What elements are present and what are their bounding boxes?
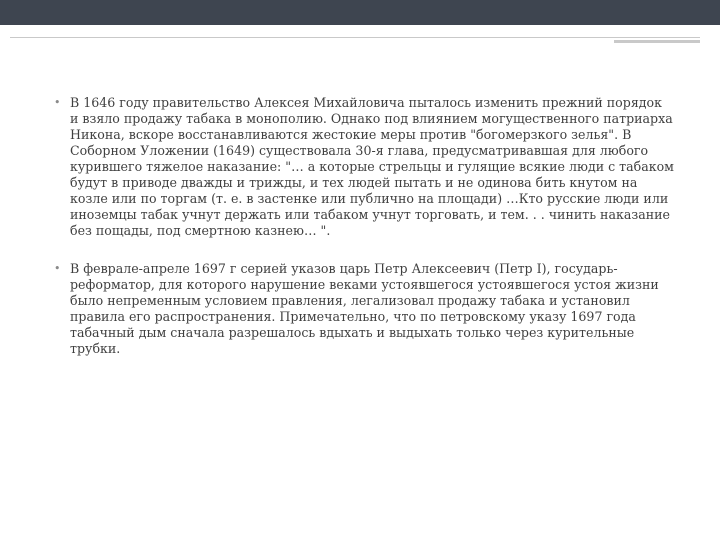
slide-body bbox=[54, 95, 674, 357]
paragraph-text: В 1646 году правительство Алексея Михайловича пыталось изменить прежний порядок и взяло продажу табака в монополию. Однако под влиянием могущественного патриарха Никона, вскоре восстанавливаются жестокие меры против "богомерзкого зелья". В Соборном Уложении (1649) существовала 30-я глава, предусматривавшая для любого курившего тяжелое наказание: "… а которые стрельцы и гулящие всякие люди с табаком будут в приводе дважды и трижды, и тех людей пытать и не одинова бить кнутом на козле или по торгам (т. е. в застенке или публично на площади) …Кто русские люди или иноземцы табак учнут держать или табаком учнут торговать, и тем. . . чинить наказание без пощады, под смертною казнею… ". bbox=[70, 95, 674, 238]
header-accent-bar bbox=[614, 40, 700, 43]
bullet-item-tobacco-monopoly bbox=[54, 95, 674, 239]
bullet-icon: • bbox=[54, 96, 61, 109]
paragraph-text: В феврале-апреле 1697 г серией указов царь Петр Алексеевич (Петр I), государь-реформатор, для которого нарушение веками устоявшегося устоявшегося устоя жизни было непременным условием правления, легализовал продажу табака и установил правила его распространения. Примечательно, что по петровскому указу 1697 года табачный дым сначала разрешалось вдыхать и выдыхать только через курительные трубки. bbox=[70, 261, 659, 356]
bullet-icon: • bbox=[54, 262, 61, 275]
top-band bbox=[0, 0, 720, 25]
header-divider bbox=[10, 37, 700, 38]
bullet-item-peter-decrees bbox=[54, 261, 674, 357]
